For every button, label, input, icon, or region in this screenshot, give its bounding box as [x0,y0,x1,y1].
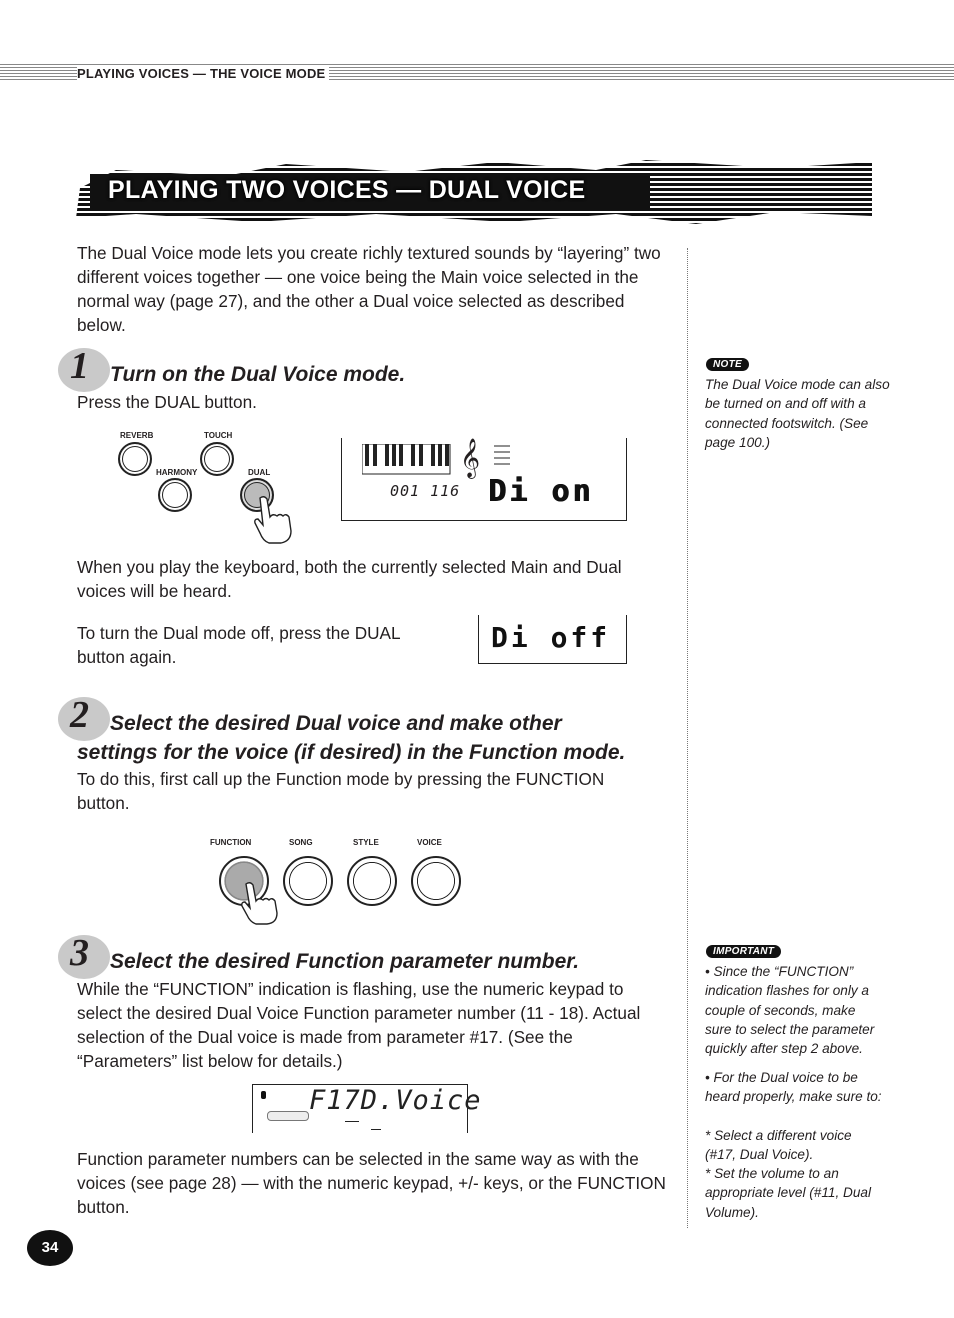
step1-instruction: Press the DUAL button. [77,392,257,412]
step3-text: While the “FUNCTION” indication is flashing, use the numeric keypad to select the desired Dual Voice Function parameter number (11 - 18). Actual selection of the Dual voice is made from parameter #17. (See the “Parameters” list below for details.) [77,979,641,1071]
running-title: PLAYING VOICES — THE VOICE MODE [77,66,329,81]
touch-label: TOUCH [204,431,233,440]
intro-paragraph: The Dual Voice mode lets you create richly textured sounds by “layering” two different voices together — one voice being the Main voice selected in the normal way (page 27), and the other a Dual voice selected as described below. [77,243,661,335]
step1-heading: Turn on the Dual Voice mode. [110,363,406,386]
lcd-off-text: Di off [491,621,611,654]
function-label: FUNCTION [210,838,252,847]
treble-clef-icon: 𝄞 [460,438,481,478]
lcd-number: 001 116 [390,482,461,500]
column-divider [687,248,688,1228]
panel-buttons [110,428,310,548]
page-number: 34 [27,1230,73,1266]
function-indicator-icon [267,1111,309,1121]
step-number-2: 2 [52,695,114,743]
harmony-button[interactable] [158,478,192,512]
pressing-hand-icon [238,880,282,926]
important-item: • For the Dual voice to be heard properly, make sure to: [705,1070,882,1105]
step3-after: Function parameter numbers can be selected in the same way as with the voices (see page 28) — with the numeric keypad, +/- keys, or the FUNCTION button. [77,1149,666,1217]
important-item: * Select a different voice (#17, Dual Voice). [705,1128,852,1163]
reverb-label: REVERB [120,431,154,440]
important-item: * Set the volume to an appropriate level (#11, Dual Volume). [705,1166,871,1220]
lcd-dual-text: Di on [488,474,594,509]
important-badge: IMPORTANT [706,945,781,958]
voice-button[interactable] [411,856,461,906]
lcd-display-dual-on [341,438,627,521]
important-item: • Since the “FUNCTION” indication flashes for only a couple of seconds, make sure to select the parameter quickly after step 2 above. [705,964,875,1057]
pressing-hand-icon [250,494,298,544]
touch-button[interactable] [200,442,234,476]
lcd-display-function [252,1084,482,1133]
step1-off-text: To turn the Dual mode off, press the DUAL button again. [77,623,400,667]
style-button[interactable] [347,856,397,906]
section-title: PLAYING TWO VOICES — DUAL VOICE [108,176,586,204]
dual-label: DUAL [248,468,271,477]
step1-after: When you play the keyboard, both the currently selected Main and Dual voices will be heard. [77,557,622,601]
step3-heading: Select the desired Function parameter number. [110,950,580,973]
lcd-mark [345,1121,359,1122]
lcd-function-text: F17D.Voice [309,1085,482,1116]
step2-text: To do this, first call up the Function mode by pressing the FUNCTION button. [77,769,605,813]
function-buttons [208,836,478,926]
note-badge: NOTE [706,358,749,371]
harmony-label: HARMONY [156,468,198,477]
voice-label: VOICE [417,838,442,847]
song-label: SONG [289,838,313,847]
step-number-1: 1 [52,346,114,394]
lcd-mark [371,1129,381,1130]
keyboard-icon [362,444,452,476]
staff-lines-icon [494,444,512,470]
style-label: STYLE [353,838,379,847]
song-button[interactable] [283,856,333,906]
reverb-button[interactable] [118,442,152,476]
lcd-indicator [261,1091,266,1099]
note-text: The Dual Voice mode can also be turned on and off with a connected footswitch. (See page 100.) [705,377,890,450]
step-number-3: 3 [52,933,114,981]
lcd-display-dual-off [478,615,627,664]
step2-heading: Select the desired Dual voice and make other settings for the voice (if desired) in the Function mode. [77,712,626,764]
